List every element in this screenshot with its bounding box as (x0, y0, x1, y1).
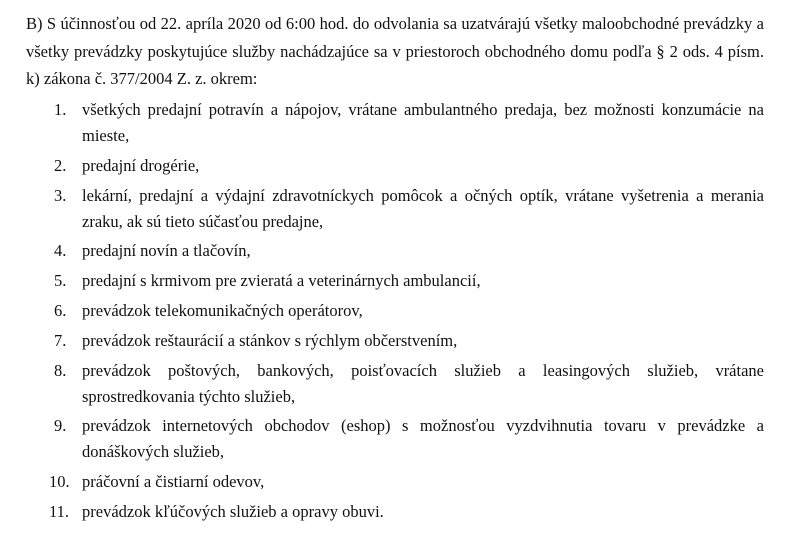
list-item-number: 4. (54, 241, 67, 261)
list-item-text: práčovní a čistiarní odevov, (82, 472, 265, 492)
intro-paragraph: B) S účinnosťou od 22. apríla 2020 od 6:00 hod. do odvolania sa uzatvárajú všetky maloobchodné prevádzky a všetky prevádzky poskytujúce služby nachádzajúce sa v priestoroch obchodného domu podľa § 2 ods. 4 písm. k) zákona č. 377/2004 Z. z. okrem: (26, 14, 764, 88)
list-item-number: 2. (54, 155, 67, 175)
list-item-number: 10. (49, 472, 70, 492)
list-item-text: prevádzok reštaurácií a stánkov s rýchlym občerstvením, (82, 330, 458, 350)
list-item-text: lekární, predajní a výdajní zdravotníckych pomôcok a očných optík, vrátane vyšetrenia a merania zraku, ak sú tieto súčasťou predajne, (82, 185, 764, 231)
list-item (26, 153, 764, 179)
list-item-text: prevádzok poštových, bankových, poisťovacích služieb a leasingových služieb, vrátane sprostredkovania týchto služieb, (82, 360, 764, 406)
list-item-text: predajní novín a tlačovín, (82, 241, 251, 261)
list-item-number: 7. (54, 330, 67, 350)
list-item (26, 413, 764, 465)
list-item (26, 97, 764, 149)
list-item-number: 6. (54, 300, 67, 320)
list-item (26, 328, 764, 354)
list-item-text: všetkých predajní potravín a nápojov, vrátane ambulantného predaja, bez možnosti konzumácie na mieste, (82, 100, 764, 145)
list-item-text: predajní drogérie, (82, 155, 200, 175)
exceptions-list (26, 97, 764, 529)
list-item (26, 358, 764, 410)
list-item-number: 9. (54, 416, 67, 436)
list-item-text: prevádzok internetových obchodov (eshop) s možnosťou vyzdvihnutia tovaru v prevádzke a donáškových služieb, (82, 416, 764, 462)
list-item (26, 298, 764, 324)
list-item (26, 499, 764, 525)
list-item (26, 268, 764, 294)
list-item-number: 8. (54, 360, 67, 380)
list-item-text: prevádzok kľúčových služieb a opravy obuvi. (82, 501, 384, 521)
list-item-number: 1. (54, 100, 67, 119)
list-item-number: 5. (54, 271, 67, 291)
list-item (26, 238, 764, 264)
list-item-text: predajní s krmivom pre zvieratá a veterinárnych ambulancií, (82, 271, 481, 291)
list-item (26, 183, 764, 235)
list-item-number: 11. (49, 501, 70, 521)
list-item (26, 469, 764, 495)
list-item-text: prevádzok telekomunikačných operátorov, (82, 300, 363, 320)
list-item-number: 3. (54, 185, 67, 205)
